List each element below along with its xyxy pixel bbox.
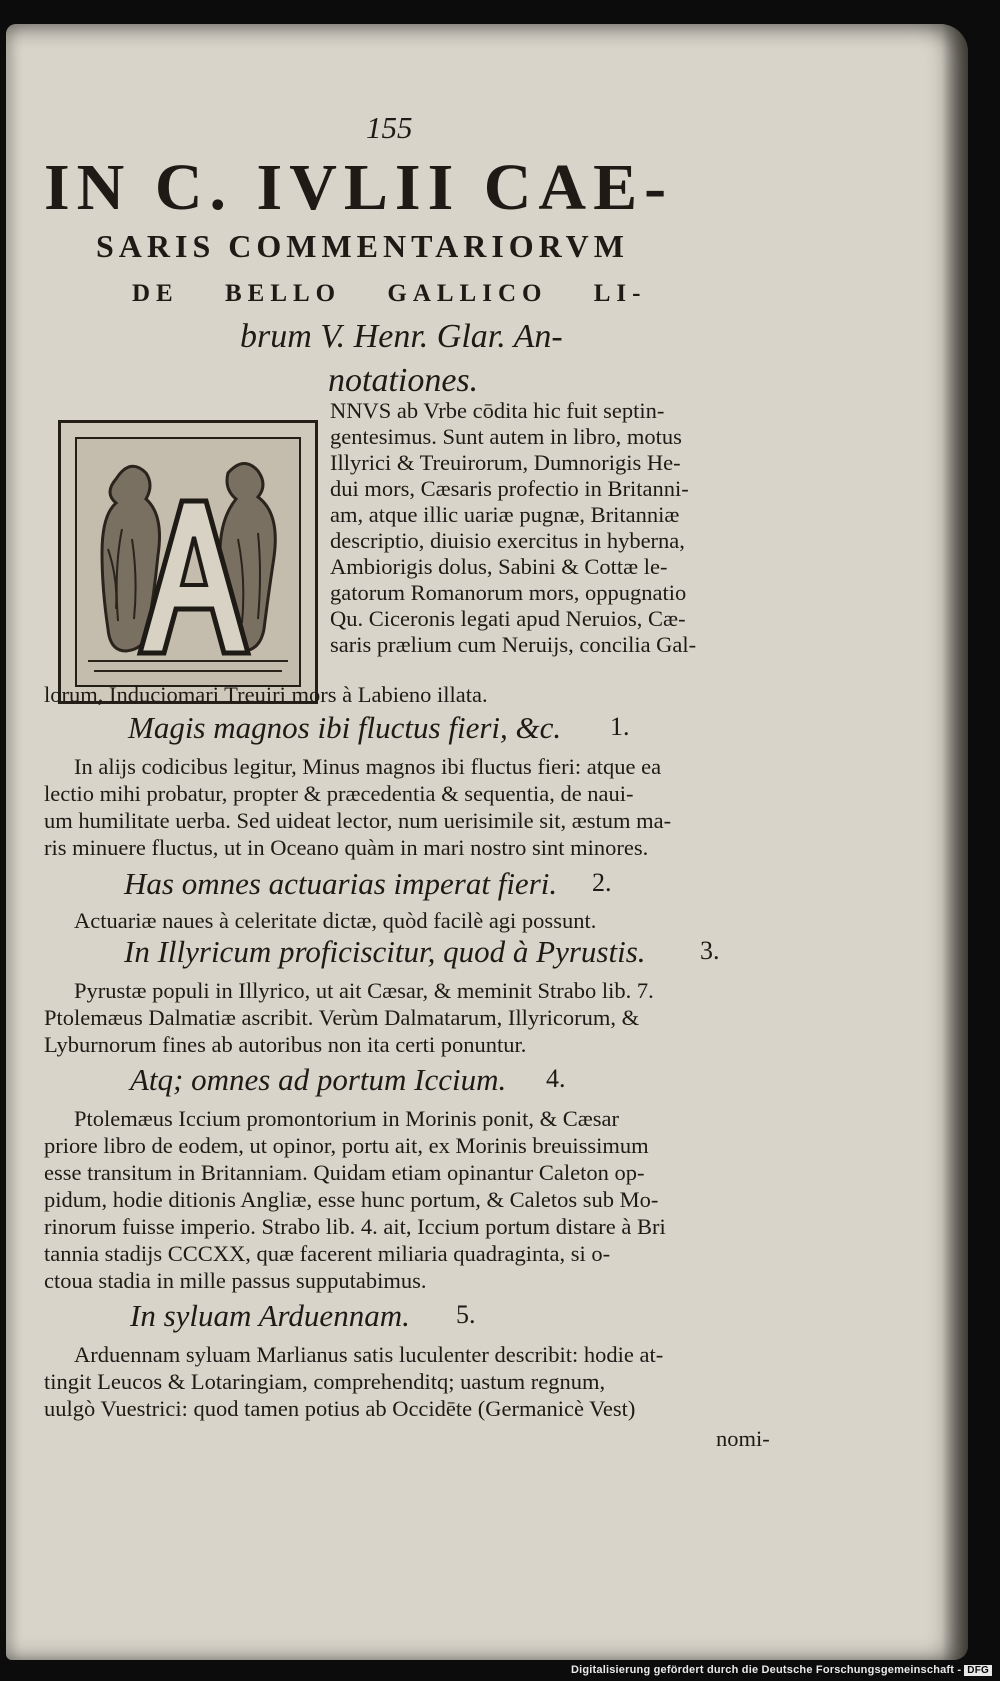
title-line-5: notationes.: [328, 362, 479, 399]
intro-line: saris prælium cum Neruijs, concilia Gal-: [330, 632, 697, 657]
note-line: In alijs codicibus legitur, Minus magnos ibi fluctus fieri: atque ea: [74, 754, 662, 779]
intro-line: dui mors, Cæsaris profectio in Britanni-: [330, 476, 689, 501]
decorated-initial-a: [58, 420, 318, 704]
intro-line: gentesimus. Sunt autem in libro, motus: [330, 424, 682, 449]
intro-line: Qu. Ciceronis legati apud Neruios, Cæ-: [330, 606, 686, 631]
note-number: 5.: [456, 1300, 476, 1329]
catchword: nomi-: [716, 1426, 770, 1451]
intro-line: NNVS ab Vrbe cōdita hic fuit septin-: [330, 398, 665, 423]
note-line: Pyrustæ populi in Illyrico, ut ait Cæsar, & meminit Strabo lib. 7.: [74, 978, 654, 1003]
note-number: 4.: [546, 1064, 566, 1093]
initial-inner-frame: [75, 437, 301, 687]
note-line: ctoua stadia in mille passus supputabimus.: [44, 1268, 427, 1293]
note-line: Arduennam syluam Marlianus satis luculenter describit: hodie at-: [74, 1342, 664, 1367]
folio-number: 155: [366, 110, 413, 145]
note-line: tannia stadijs CCCXX, quæ facerent miliaria quadraginta, si o-: [44, 1241, 611, 1266]
note-line: Ptolemæus Dalmatiæ ascribit. Verùm Dalmatarum, Illyricorum, &: [44, 1005, 640, 1030]
title-line-1: IN C. IVLII CAE-: [44, 151, 674, 224]
intro-line: am, atque illic uariæ pugnæ, Britanniæ: [330, 502, 680, 527]
note-number: 3.: [700, 936, 720, 965]
note-line: pidum, hodie ditionis Angliæ, esse hunc portum, & Caletos sub Mo-: [44, 1187, 659, 1212]
note-line: priore libro de eodem, ut opinor, portu ait, ex Morinis breuissimum: [44, 1133, 649, 1158]
note-line: uulgò Vuestrici: quod tamen potius ab Occidēte (Germanicè Vest): [44, 1396, 636, 1421]
note-line: tingit Leucos & Lotaringiam, comprehenditq; uastum regnum,: [44, 1369, 606, 1394]
intro-line: gatorum Romanorum mors, oppugnatio: [330, 580, 687, 605]
note-line: um humilitate uerba. Sed uideat lector, num uerisimile sit, æstum ma-: [44, 808, 672, 833]
note-lemma: Magis magnos ibi fluctus fieri, &c.: [128, 710, 562, 745]
note-line: rinorum fuisse imperio. Strabo lib. 4. ait, Iccium portum distare à Bri: [44, 1214, 666, 1239]
intro-line: Illyrici & Treuirorum, Dumnorigis He-: [330, 450, 681, 475]
intro-line: descriptio, diuisio exercitus in hyberna,: [330, 528, 685, 553]
note-line: Lyburnorum fines ab autoribus non ita certi ponuntur.: [44, 1032, 527, 1057]
note-lemma: In syluam Arduennam.: [130, 1298, 410, 1333]
note-line: Actuariæ naues à celeritate dictæ, quòd facilè agi possunt.: [74, 908, 597, 933]
note-line: lectio mihi probatur, propter & præcedentia & sequentia, de naui-: [44, 781, 634, 806]
note-line: ris minuere fluctus, ut in Oceano quàm in mari nostro sint minores.: [44, 835, 649, 860]
note-number: 1.: [610, 712, 630, 741]
note-line: esse transitum in Britanniam. Quidam etiam opinantur Caleton op-: [44, 1160, 645, 1185]
title-line-4: brum V. Henr. Glar. An-: [240, 318, 563, 355]
title-line-2: SARIS COMMENTARIORVM: [96, 228, 629, 264]
note-line: Ptolemæus Iccium promontorium in Morinis ponit, & Cæsar: [74, 1106, 619, 1131]
note-number: 2.: [592, 868, 612, 897]
digitization-credit: [571, 1664, 992, 1676]
credit-text: Digitalisierung gefördert durch die Deutsche Forschungsgemeinschaft -: [570, 1664, 962, 1676]
title-line-3: DE BELLO GALLICO LI-: [132, 280, 647, 307]
note-lemma: Atq; omnes ad portum Iccium.: [130, 1062, 507, 1097]
initial-woodcut-illustration: [77, 439, 299, 685]
intro-line: Ambiorigis dolus, Sabini & Cottæ le-: [330, 554, 668, 579]
dfg-logo: DFG: [964, 1665, 992, 1676]
intro-line: lorum, Induciomari Treuiri mors à Labieno illata.: [44, 682, 488, 707]
note-lemma: In Illyricum proficiscitur, quod à Pyrustis.: [124, 934, 646, 969]
note-lemma: Has omnes actuarias imperat fieri.: [124, 866, 558, 901]
